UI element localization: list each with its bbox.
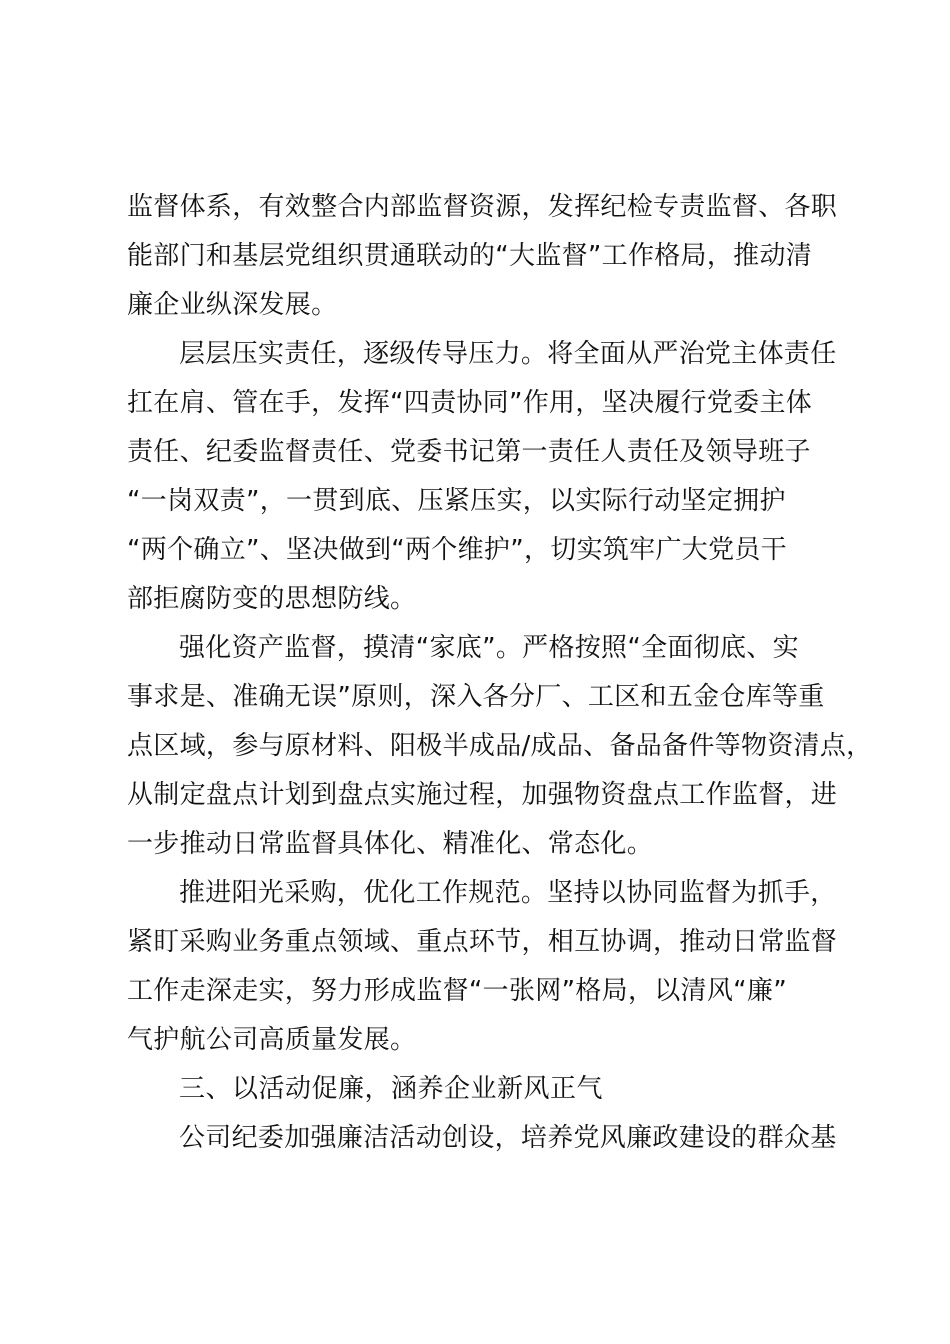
text-line: 从制定盘点计划到盘点实施过程，加强物资盘点工作监督，进: [127, 780, 838, 810]
text-line: 能部门和基层党组织贯通联动的“大监督”工作格局，推动清: [127, 241, 813, 271]
text-line: 点区域，参与原材料、阳极半成品/成品、备品备件等物资清点，: [127, 731, 873, 761]
text-line: 事求是、准确无误”原则，深入各分厂、工区和五金仓库等重: [127, 682, 825, 712]
text-line: 责任、纪委监督责任、党委书记第一责任人责任及领导班子: [127, 437, 811, 467]
text-line: 工作走深走实，努力形成监督“一张网”格局，以清风“廉”: [127, 976, 787, 1006]
text-line: 部拒腐防变的思想防线。: [127, 584, 417, 614]
text-line: 紧盯采购业务重点领域、重点环节，相互协调，推动日常监督: [127, 927, 838, 957]
text-line: “两个确立”、坚决做到“两个维护”，切实筑牢广大党员干: [127, 535, 787, 565]
text-line: “一岗双责”，一贯到底、压紧压实，以实际行动坚定拥护: [127, 486, 786, 516]
text-line: 廉企业纵深发展。: [127, 290, 338, 320]
text-line: 一步推动日常监督具体化、精准化、常态化。: [127, 829, 654, 859]
document-body: [127, 183, 873, 1163]
text-line: 气护航公司高质量发展。: [127, 1025, 417, 1055]
paragraph-first-line: 层层压实责任，逐级传导压力。将全面从严治党主体责任: [179, 339, 837, 369]
text-line: 扛在肩、管在手，发挥“四责协同”作用，坚决履行党委主体: [127, 388, 813, 418]
paragraph-first-line: 推进阳光采购，优化工作规范。坚持以协同监督为抓手，: [179, 878, 837, 908]
section-heading: 三、以活动促廉，涵养企业新风正气: [179, 1074, 604, 1104]
text-line: 监督体系，有效整合内部监督资源，发挥纪检专责监督、各职: [127, 192, 838, 222]
paragraph-first-line: 强化资产监督，摸清“家底”。严格按照“全面彻底、实: [179, 633, 799, 663]
paragraph-first-line: 公司纪委加强廉洁活动创设，培养党风廉政建设的群众基: [179, 1123, 837, 1153]
